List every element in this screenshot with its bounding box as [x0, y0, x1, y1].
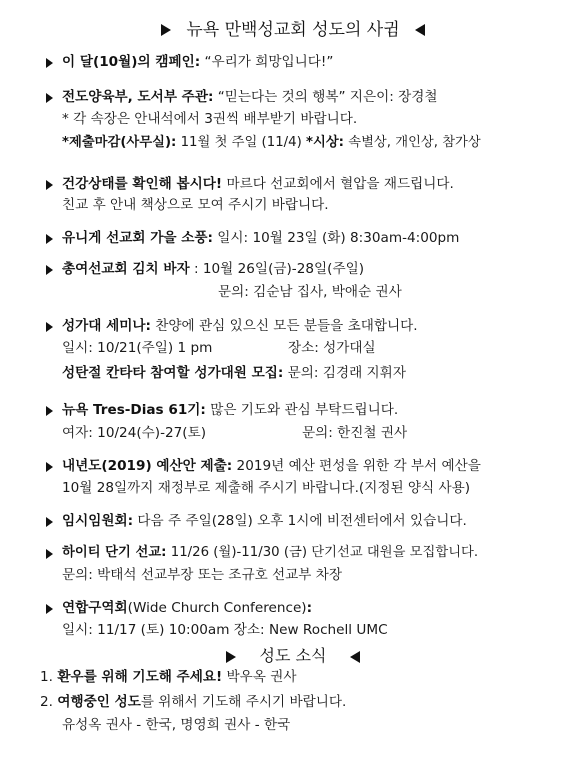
announcement-6: [62, 317, 418, 335]
bullet-icon: [46, 322, 53, 332]
announcement-text: 마르다 선교회에서 혈압을 재드립니다.: [226, 176, 454, 192]
news-item-2-line2: 유성옥 권사 - 한국, 명영희 권사 - 한국: [62, 717, 291, 733]
announcement-text: 일시: 10월 23일 (화) 8:30am-4:00pm: [217, 230, 460, 246]
announcement-title: 유니게 선교회 가을 소풍:: [62, 230, 213, 246]
announcement-title: 이 달(10월)의 캠페인:: [62, 54, 201, 70]
bullet-icon: [46, 549, 53, 559]
bullet-icon: [46, 93, 53, 103]
announcement-7-contact: 문의: 한진철 권사: [302, 425, 408, 441]
announcement-title: 내년도(2019) 예산안 제출:: [62, 458, 233, 474]
announcement-6-place: 장소: 성가대실: [288, 340, 376, 356]
news-item-1: [40, 668, 296, 686]
bullet-icon: [46, 234, 53, 244]
announcement-text: 많은 기도와 관심 부탁드립니다.: [210, 402, 399, 418]
section-heading: [0, 15, 586, 40]
announcement-3-line2: 친교 후 안내 책상으로 모여 주시기 바랍니다.: [62, 197, 329, 213]
triangle-right-icon: [226, 651, 236, 663]
announcement-text: 2019년 예산 편성을 위한 각 부서 예산을: [236, 458, 481, 474]
announcement-title: 임시임원회:: [62, 513, 134, 529]
news-heading: [0, 643, 586, 666]
announcement-title: 하이티 단기 선교:: [62, 545, 167, 560]
announcement-title: 전도양육부, 도서부 주관:: [62, 89, 214, 105]
announcement-3: [62, 175, 454, 193]
announcement-1: [62, 53, 333, 71]
award-text: 속별상, 개인상, 참가상: [348, 135, 481, 150]
recruit-title: 성탄절 칸타타 참여할 성가대원 모집:: [62, 365, 284, 381]
announcement-title-colon: :: [306, 600, 313, 616]
announcement-2-line3: [62, 134, 481, 152]
bullet-icon: [46, 462, 53, 472]
announcement-title: 성가대 세미나:: [62, 318, 151, 334]
news-heading-text: 성도 소식: [259, 646, 327, 665]
news-title: 환우를 위해 기도해 주세요!: [57, 669, 223, 685]
announcement-text: 찬양에 관심 있으신 모든 분들을 초대합니다.: [155, 318, 418, 334]
announcement-text: 11/26 (월)-11/30 (금) 단기선교 대원을 모집합니다.: [170, 545, 479, 560]
bullet-icon: [46, 180, 53, 190]
announcement-title-paren: (Wide Church Conference): [127, 600, 307, 616]
announcement-7-date: 여자: 10/24(수)-27(토): [62, 425, 207, 441]
triangle-left-icon: [350, 651, 360, 663]
news-text: 를 위해서 기도해 주시기 바랍니다.: [140, 694, 347, 710]
announcement-11: [62, 599, 312, 617]
announcement-text: 다음 주 주일(28일) 오후 1시에 비전센터에서 있습니다.: [137, 513, 467, 529]
deadline-text: 11월 첫 주일 (11/4): [180, 135, 302, 150]
news-number: 2.: [40, 694, 53, 710]
announcement-title: 뉴욕 Tres-Dias 61기:: [62, 402, 206, 418]
announcement-5-line2: 문의: 김순남 집사, 박애순 권사: [218, 284, 402, 300]
announcement-10-line2: 문의: 박태석 선교부장 또는 조규호 선교부 차장: [62, 567, 343, 583]
announcement-6-line3: [62, 364, 406, 382]
triangle-right-icon: [161, 24, 171, 36]
announcement-text: : 10월 26일(금)-28일(주일): [193, 261, 365, 277]
bullet-icon: [46, 265, 53, 275]
news-item-2: [40, 693, 346, 711]
announcement-8: [62, 457, 481, 475]
news-number: 1.: [40, 669, 53, 685]
bullet-icon: [46, 406, 53, 416]
announcement-4: [62, 229, 459, 247]
announcement-2-line2: * 각 속장은 안내석에서 3권씩 배부받기 바랍니다.: [62, 111, 358, 127]
heading-text: 뉴욕 만백성교회 성도의 사귐: [186, 20, 400, 40]
announcement-9: [62, 512, 467, 530]
award-label: *시상:: [306, 135, 344, 150]
announcement-10: [62, 544, 478, 562]
bullet-icon: [46, 604, 53, 614]
bullet-icon: [46, 517, 53, 527]
deadline-label: *제출마감(사무실):: [62, 135, 177, 150]
bullet-icon: [46, 58, 53, 68]
news-title: 여행중인 성도: [57, 694, 141, 710]
announcement-11-line2: 일시: 11/17 (토) 10:00am 장소: New Rochell UMC: [62, 622, 388, 638]
announcement-8-line2: 10월 28일까지 재정부로 제출해 주시기 바랍니다.(지정된 양식 사용): [62, 480, 471, 496]
announcement-text: “믿는다는 것의 행복” 지은이: 장경철: [217, 89, 438, 105]
announcement-text: “우리가 희망입니다!”: [204, 54, 334, 70]
announcement-title: 총여선교회 김치 바자: [62, 261, 190, 277]
triangle-left-icon: [415, 24, 425, 36]
recruit-text: 문의: 김경래 지휘자: [287, 365, 406, 381]
announcement-title: 건강상태를 확인해 봅시다!: [62, 176, 223, 192]
news-text: 박우옥 권사: [226, 669, 297, 685]
announcement-title: 연합구역회: [62, 600, 128, 616]
announcement-5: [62, 260, 364, 278]
announcement-7: [62, 401, 398, 419]
announcement-2: [62, 88, 438, 106]
announcement-6-date: 일시: 10/21(주일) 1 pm: [62, 340, 213, 356]
